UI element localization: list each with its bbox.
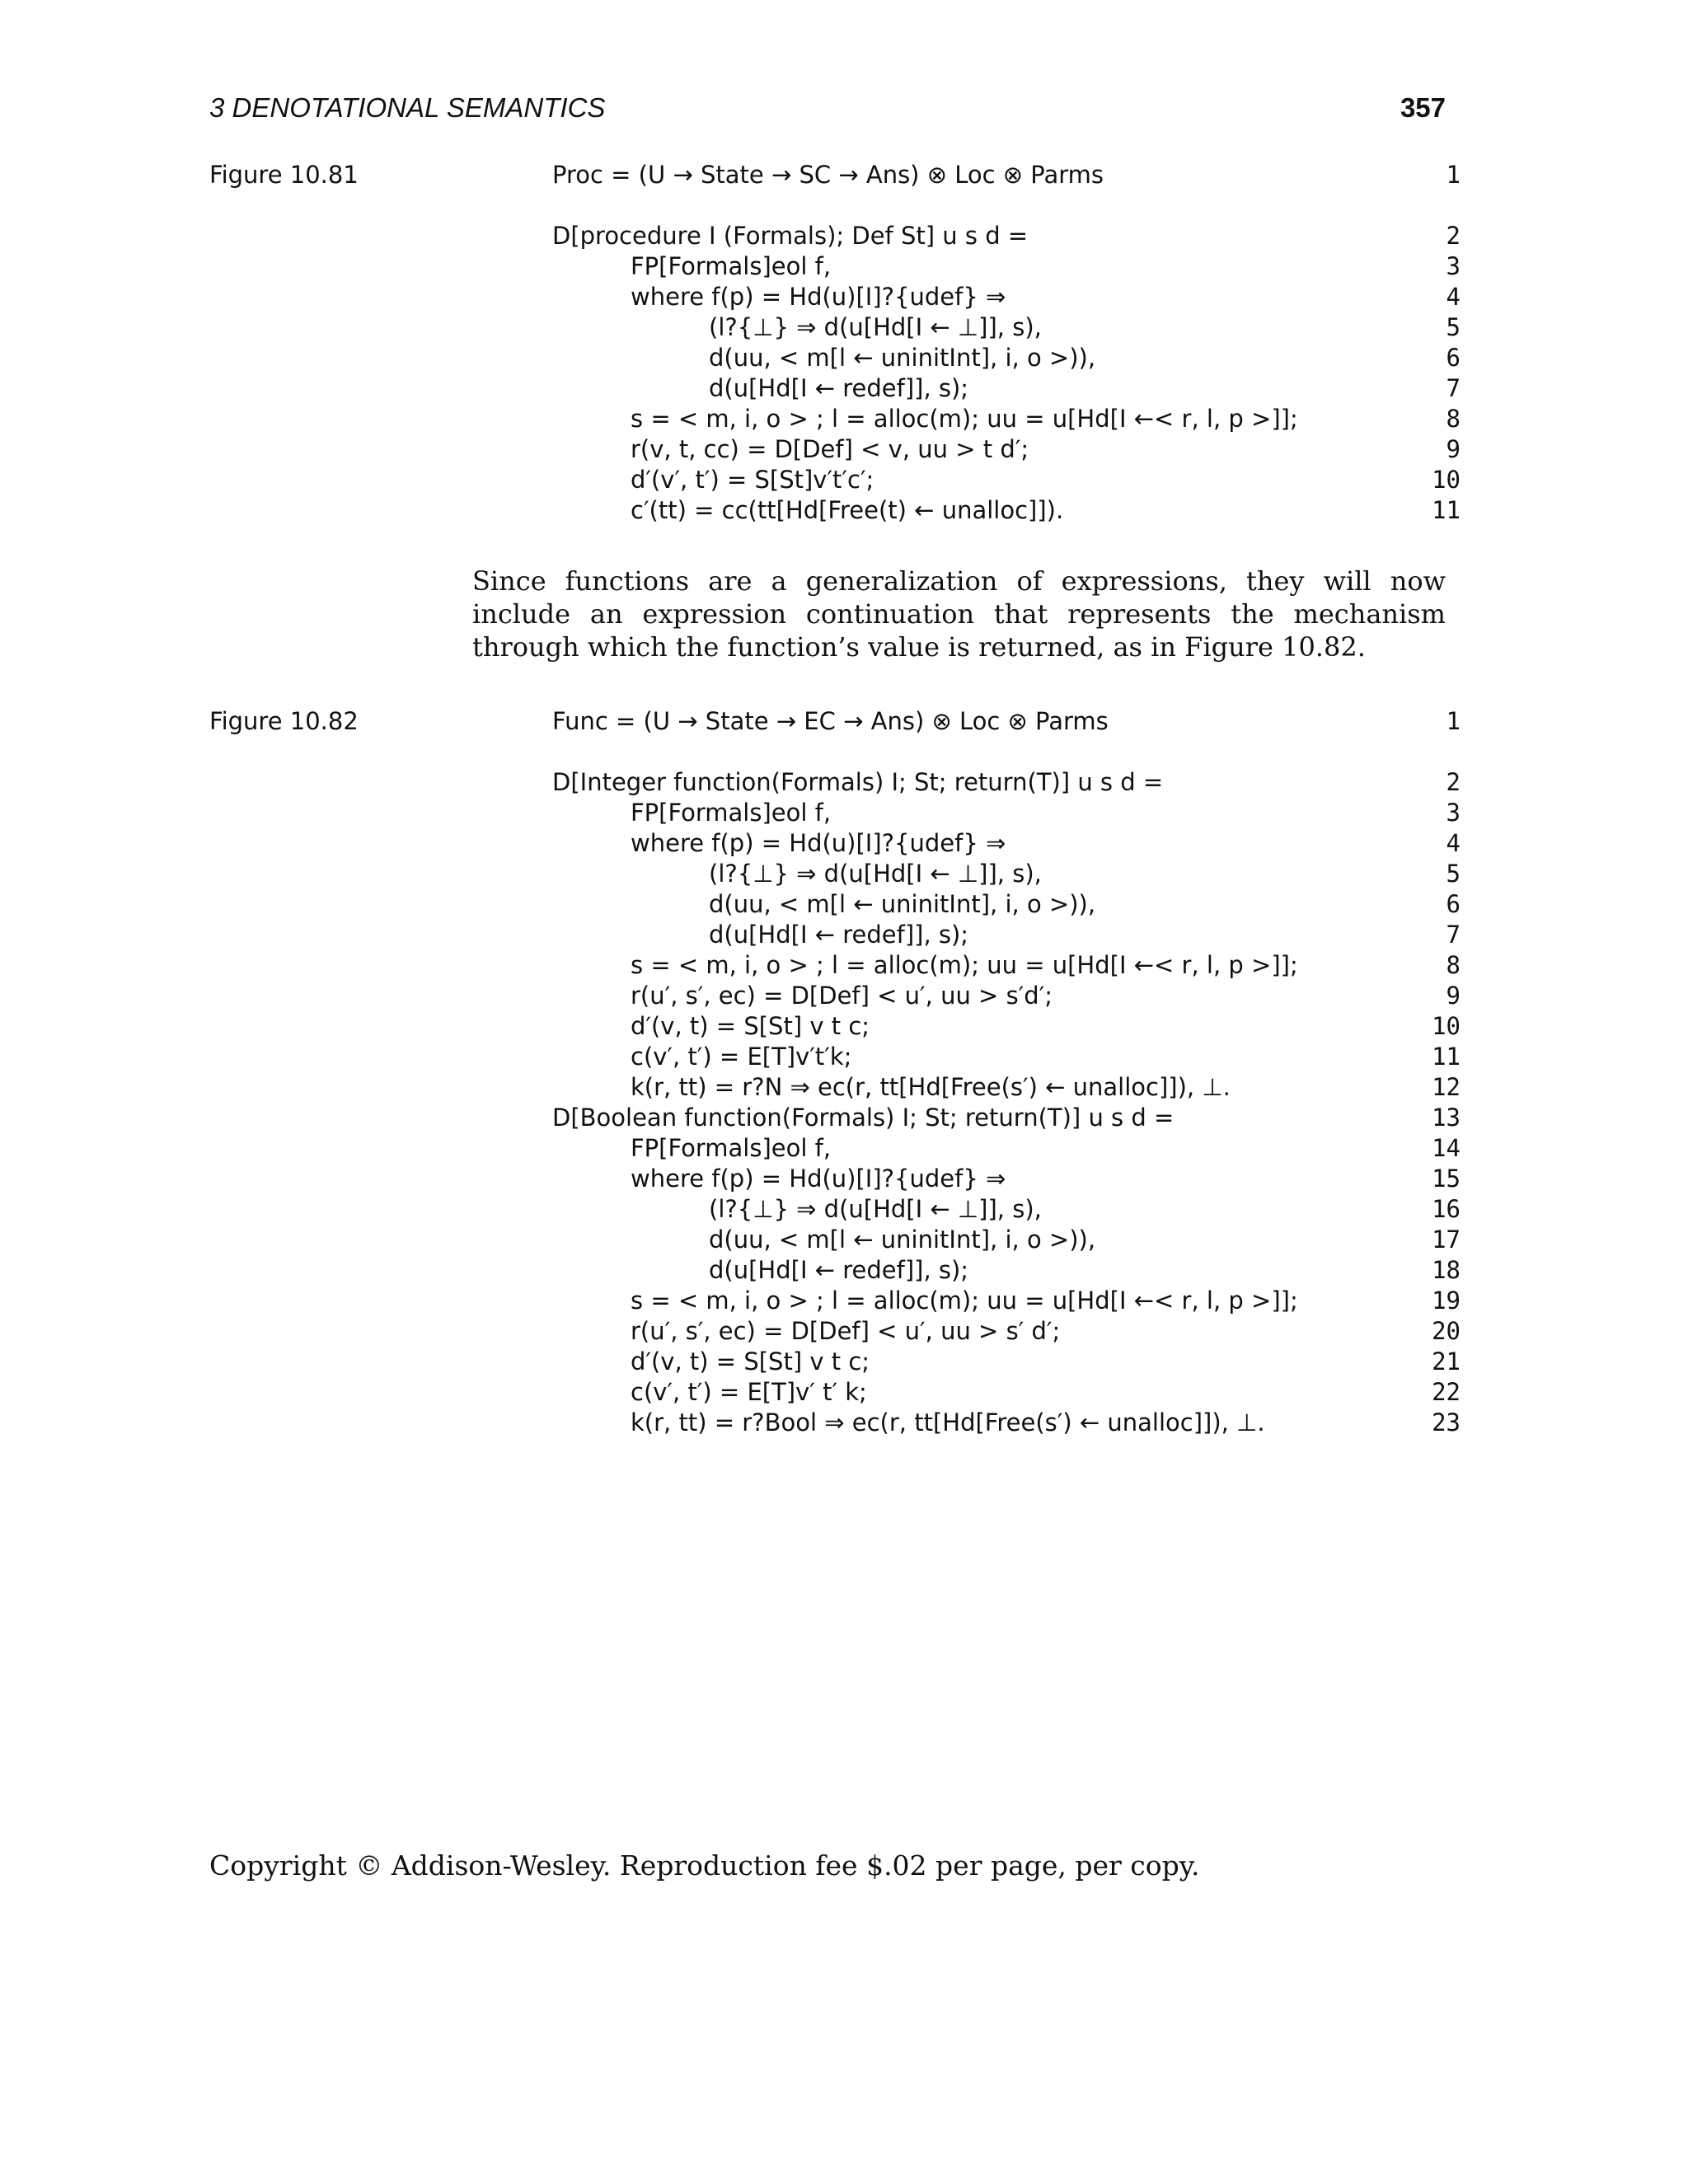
line-number: 15 [1432,1165,1461,1193]
code-line-text: d(uu, < m[l ← uninitInt], i, o >)), [709,344,1096,372]
code-line [0,222,1688,252]
code-line-text: c(v′, t′) = E[T]v′ t′ k; [631,1378,867,1406]
line-number: 3 [1446,252,1461,280]
line-number: 22 [1432,1378,1461,1406]
code-line-text: d(uu, < m[l ← uninitInt], i, o >)), [709,1226,1096,1254]
code-line-text: d(u[Hd[I ← redef]], s); [709,374,969,402]
code-line [0,374,1688,405]
code-line [0,252,1688,283]
code-line [0,1195,1688,1226]
copyright-notice: Copyright © Addison-Wesley. Reproduction fee $.02 per page, per copy. [209,1849,1200,1882]
line-number: 9 [1446,982,1461,1010]
code-line [0,1378,1688,1408]
line-number: 10 [1432,466,1461,494]
line-number: 20 [1432,1317,1461,1345]
line-number: 2 [1446,222,1461,250]
code-line-text: FP[Formals]eol f, [631,1134,832,1162]
figure-10-82-label: Figure 10.82 [209,707,359,735]
figure-10-81-label: Figure 10.81 [209,161,359,189]
code-line-text: FP[Formals]eol f, [631,799,832,827]
code-line [0,982,1688,1012]
line-number: 10 [1432,1012,1461,1040]
code-line-text: r(v, t, cc) = D[Def] < v, uu > t d′; [631,435,1029,463]
code-line-text: d′(v, t) = S[St] v t c; [631,1012,870,1040]
line-number: 6 [1446,344,1461,372]
code-line-text: D[procedure I (Formals); Def St] u s d = [552,222,1029,250]
line-number: 16 [1432,1195,1461,1223]
line-number: 1 [1446,161,1461,189]
line-number: 19 [1432,1286,1461,1315]
line-number: 18 [1432,1256,1461,1284]
line-number: 13 [1432,1104,1461,1132]
line-number: 4 [1446,829,1461,857]
code-line [0,951,1688,982]
line-number: 1 [1446,707,1461,735]
line-number: 11 [1432,1043,1461,1071]
code-line [0,435,1688,466]
running-header [209,92,1446,134]
code-line [0,1012,1688,1043]
code-line [0,161,1688,191]
line-number: 21 [1432,1347,1461,1376]
line-number: 17 [1432,1226,1461,1254]
code-line-text: (l?{⊥} ⇒ d(u[Hd[I ← ⊥]], s), [709,1195,1042,1223]
code-line-text: r(u′, s′, ec) = D[Def] < u′, uu > s′d′; [631,982,1053,1010]
code-line [0,1043,1688,1073]
line-number: 5 [1446,860,1461,888]
code-line [0,313,1688,344]
code-line-text: d′(v′, t′) = S[St]v′t′c′; [631,466,874,494]
line-number: 9 [1446,435,1461,463]
code-line [0,799,1688,829]
line-number: 5 [1446,313,1461,341]
line-number: 4 [1446,283,1461,311]
code-line [0,1073,1688,1104]
code-line-text: s = < m, i, o > ; l = alloc(m); uu = u[Hd[I ←< r, l, p >]]; [631,405,1298,433]
code-line [0,1134,1688,1165]
code-line [0,768,1688,799]
code-line-text: where f(p) = Hd(u)[I]?{udef} ⇒ [631,1165,1006,1193]
code-line [0,1226,1688,1256]
line-number: 2 [1446,768,1461,796]
line-number: 7 [1446,921,1461,949]
code-line [0,860,1688,890]
code-line-text: d′(v, t) = S[St] v t c; [631,1347,870,1376]
code-line-text: where f(p) = Hd(u)[I]?{udef} ⇒ [631,283,1006,311]
code-line [0,1286,1688,1317]
code-line-text: (l?{⊥} ⇒ d(u[Hd[I ← ⊥]], s), [709,313,1042,341]
code-line-text: Proc = (U → State → SC → Ans) ⊗ Loc ⊗ Parms [552,161,1104,189]
code-line-text: (l?{⊥} ⇒ d(u[Hd[I ← ⊥]], s), [709,860,1042,888]
line-number: 12 [1432,1073,1461,1101]
line-number: 6 [1446,890,1461,918]
code-line [0,1256,1688,1286]
code-line-text: r(u′, s′, ec) = D[Def] < u′, uu > s′ d′; [631,1317,1061,1345]
code-line-text: d(uu, < m[l ← uninitInt], i, o >)), [709,890,1096,918]
code-line [0,344,1688,374]
code-line [0,1347,1688,1378]
code-line [0,829,1688,860]
code-line [0,921,1688,951]
code-line-text: s = < m, i, o > ; l = alloc(m); uu = u[Hd[I ←< r, l, p >]]; [631,951,1298,979]
code-line [0,466,1688,496]
code-line-text: Func = (U → State → EC → Ans) ⊗ Loc ⊗ Parms [552,707,1109,735]
code-line [0,1165,1688,1195]
code-line [0,707,1688,738]
code-line [0,496,1688,527]
code-line-text: k(r, tt) = r?Bool ⇒ ec(r, tt[Hd[Free(s′) ← unalloc]]), ⊥. [631,1408,1265,1436]
line-number: 14 [1432,1134,1461,1162]
line-number: 7 [1446,374,1461,402]
code-line [0,1104,1688,1134]
code-line-text: k(r, tt) = r?N ⇒ ec(r, tt[Hd[Free(s′) ← unalloc]]), ⊥. [631,1073,1231,1101]
code-line-text: D[Boolean function(Formals) I; St; return(T)] u s d = [552,1104,1175,1132]
code-line-text: s = < m, i, o > ; l = alloc(m); uu = u[Hd[I ←< r, l, p >]]; [631,1286,1298,1315]
code-line-text: d(u[Hd[I ← redef]], s); [709,1256,969,1284]
body-paragraph: Since functions are a generalization of expressions, they will now include an expression continuation that represents the mechanism through which the function’s value is returned, as in Figure 10.82. [472,565,1446,663]
code-line [0,890,1688,921]
code-line [0,405,1688,435]
code-line-text: d(u[Hd[I ← redef]], s); [709,921,969,949]
page-number: 357 [1400,92,1446,123]
code-line-text: where f(p) = Hd(u)[I]?{udef} ⇒ [631,829,1006,857]
code-line-text: c(v′, t′) = E[T]v′t′k; [631,1043,852,1071]
code-line-text: FP[Formals]eol f, [631,252,832,280]
line-number: 3 [1446,799,1461,827]
code-line-text: D[Integer function(Formals) I; St; return(T)] u s d = [552,768,1164,796]
code-line [0,283,1688,313]
line-number: 8 [1446,405,1461,433]
line-number: 8 [1446,951,1461,979]
code-line-text: c′(tt) = cc(tt[Hd[Free(t) ← unalloc]]). [631,496,1064,524]
code-line [0,1408,1688,1439]
line-number: 23 [1432,1408,1461,1436]
code-line [0,1317,1688,1347]
line-number: 11 [1432,496,1461,524]
chapter-title: 3 DENOTATIONAL SEMANTICS [209,92,606,123]
